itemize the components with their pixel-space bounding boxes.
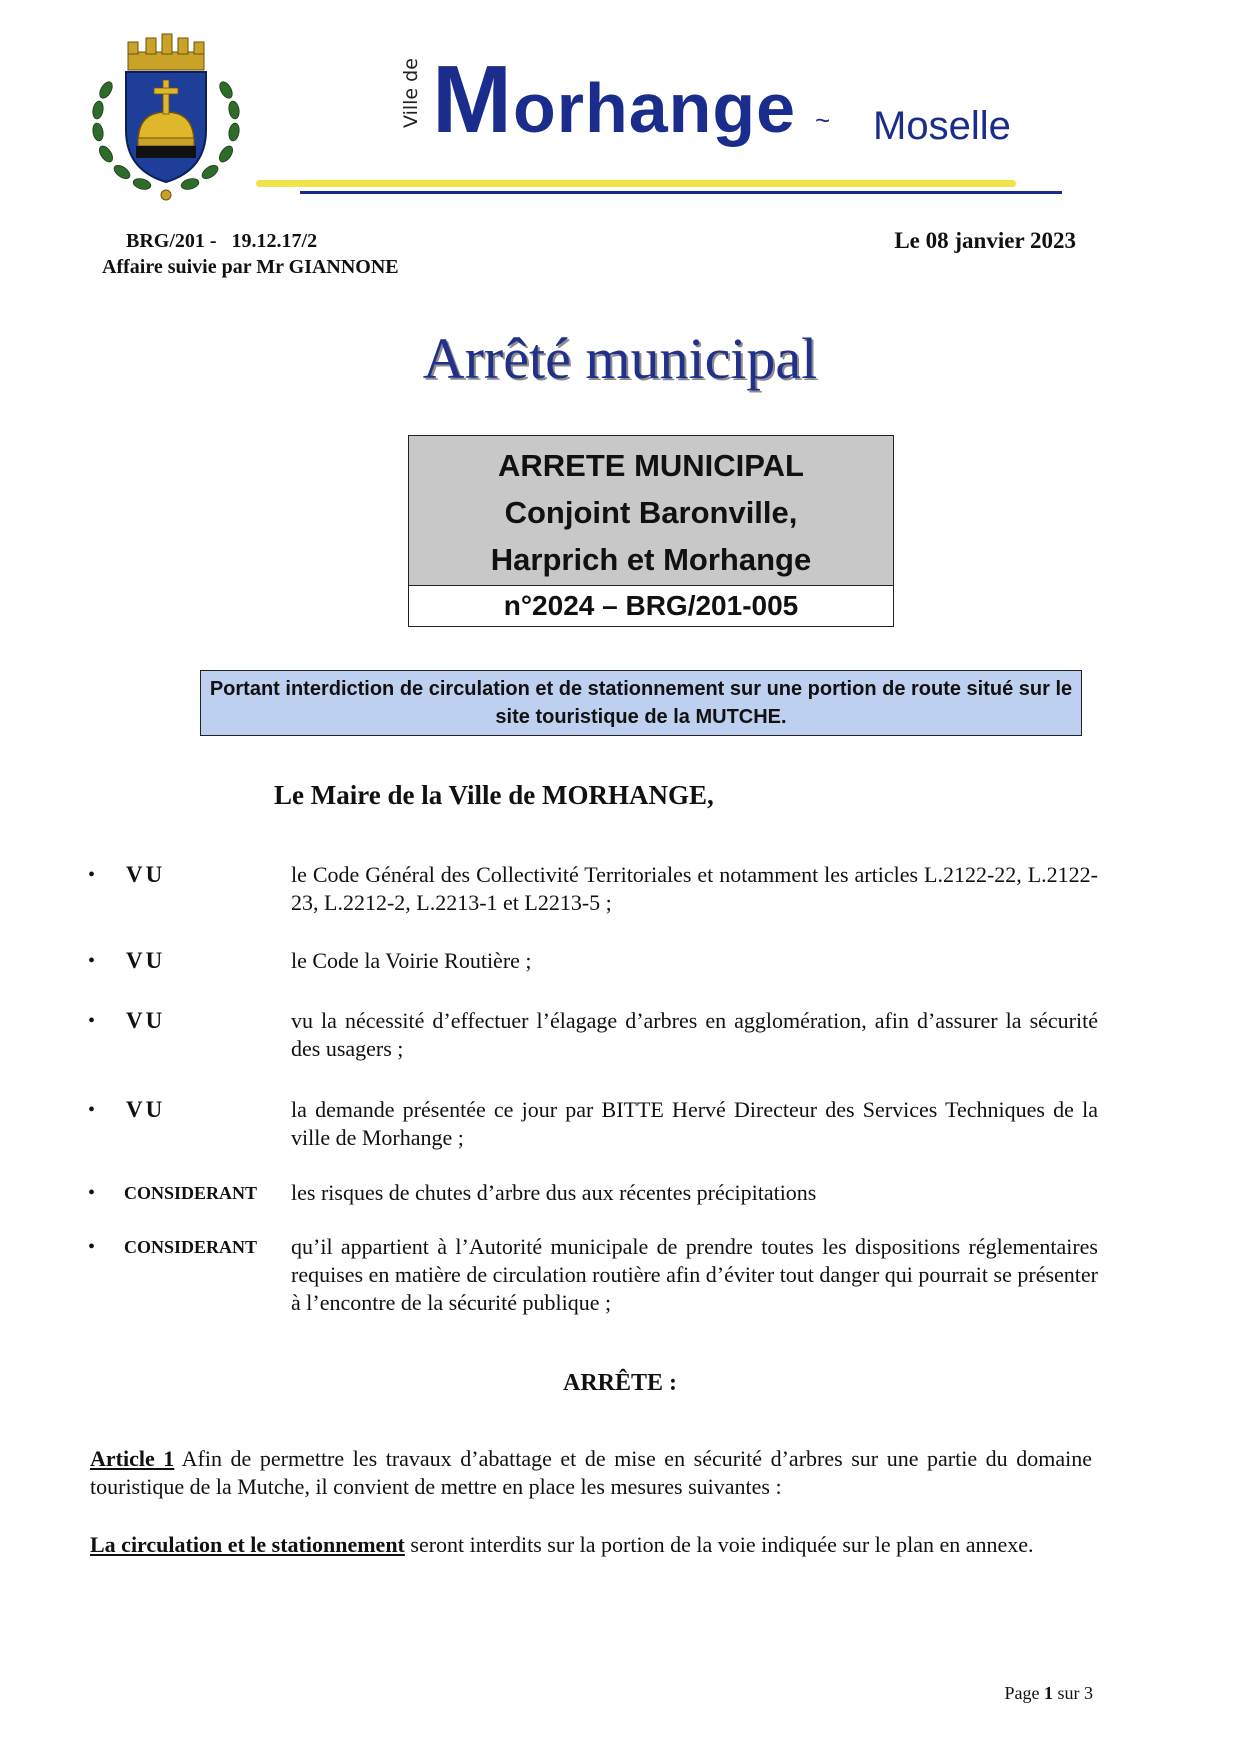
bullet-glyph: • [88,1182,96,1204]
clause-vu-4 [88,1096,1098,1152]
clause-text: qu’il appartient à l’Autorité municipale de prendre toutes les dispositions réglementaires requises en matière de circulation routière afin d’éviter tout danger qui pourrait se présenter à l’encontre de la sécurité publique ; [291,1234,1098,1315]
clause-keyword: VU [126,948,166,973]
clause-vu-3 [88,1007,1098,1063]
clause-text: la demande présentée ce jour par BITTE Hervé Directeur des Services Techniques de la ville de Morhange ; [291,1097,1098,1150]
clause-text: le Code la Voirie Routière ; [291,948,532,973]
clause-keyword: VU [126,1008,166,1033]
article-1-text: Afin de permettre les travaux d’abattage et de mise en sécurité d’arbres sur une partie du domaine touristique de la Mutche, il convient de mettre en place les mesures suivantes : [90,1446,1092,1499]
title-box-heading [409,436,893,586]
decree-heading: ARRÊTE : [562,1370,677,1396]
page-title: Arrêté municipal [422,326,818,391]
clause-keyword: CONSIDERANT [124,1237,258,1257]
clause-text: vu la nécessité d’effectuer l’élagage d’arbres en agglomération, afin d’assurer la sécurité des usagers ; [291,1008,1098,1061]
circulation-label: La circulation et le stationnement [90,1532,405,1557]
clause-vu-1 [88,861,1098,917]
clause-text: le Code Général des Collectivité Territoriales et notamment les articles L.2122-22, L.2122-23, L.2212-2, L.2213-1 et L2213-5 ; [291,862,1098,915]
page-prefix: Page [1004,1683,1044,1703]
page-current: 1 [1044,1683,1053,1703]
decree-number: n°2024 – BRG/201-005 [503,590,799,621]
document-date: Le 08 janvier 2023 [894,228,1076,253]
bullet-glyph: • [88,1010,96,1032]
town-separator: ~ [815,105,831,135]
town-coat-of-arms-icon [86,30,246,205]
page-suffix: sur 3 [1053,1683,1093,1703]
mayor-line: Le Maire de la Ville de MORHANGE, [274,780,714,810]
followed-by-line: Affaire suivie par Mr GIANNONE [102,256,399,278]
bullet-glyph: • [88,864,96,886]
circulation-paragraph [90,1531,1092,1559]
circulation-text: seront interdits sur la portion de la voie indiquée sur le plan en annexe. [404,1532,1034,1557]
clause-considerant-2 [88,1233,1098,1317]
bullet-glyph: • [88,950,96,972]
title-box-line2: Conjoint Baronville, [504,495,798,530]
title-box-line1: ARRETE MUNICIPAL [498,448,804,483]
page-number [1005,1683,1094,1704]
ville-de-label: Ville de [400,58,422,128]
reference-line: BRG/201 - 19.12.17/2 [126,230,318,252]
clause-considerant-1 [88,1179,1098,1207]
town-name-rest: orhange [512,69,797,147]
clause-keyword: VU [126,1097,166,1122]
clause-keyword: VU [126,862,166,887]
header-blue-rule [300,191,1062,194]
article-1-label: Article 1 [90,1446,175,1471]
title-box-line3: Harprich et Morhange [490,542,812,577]
clause-text: les risques de chutes d’arbre dus aux récentes précipitations [291,1180,817,1205]
town-name-initial: M [432,46,513,153]
subject-box: Portant interdiction de circulation et de stationnement sur une portion de route situé sur le site touristique de la MUTCHE. [200,670,1082,736]
article-1-paragraph [90,1445,1092,1501]
clause-vu-2 [88,947,1098,975]
header-yellow-rule [256,180,1016,187]
clause-keyword: CONSIDERANT [124,1183,258,1203]
bullet-glyph: • [88,1099,96,1121]
bullet-glyph: • [88,1236,96,1258]
title-box [408,435,894,627]
town-name [432,46,797,153]
town-region: Moselle [873,104,1011,148]
